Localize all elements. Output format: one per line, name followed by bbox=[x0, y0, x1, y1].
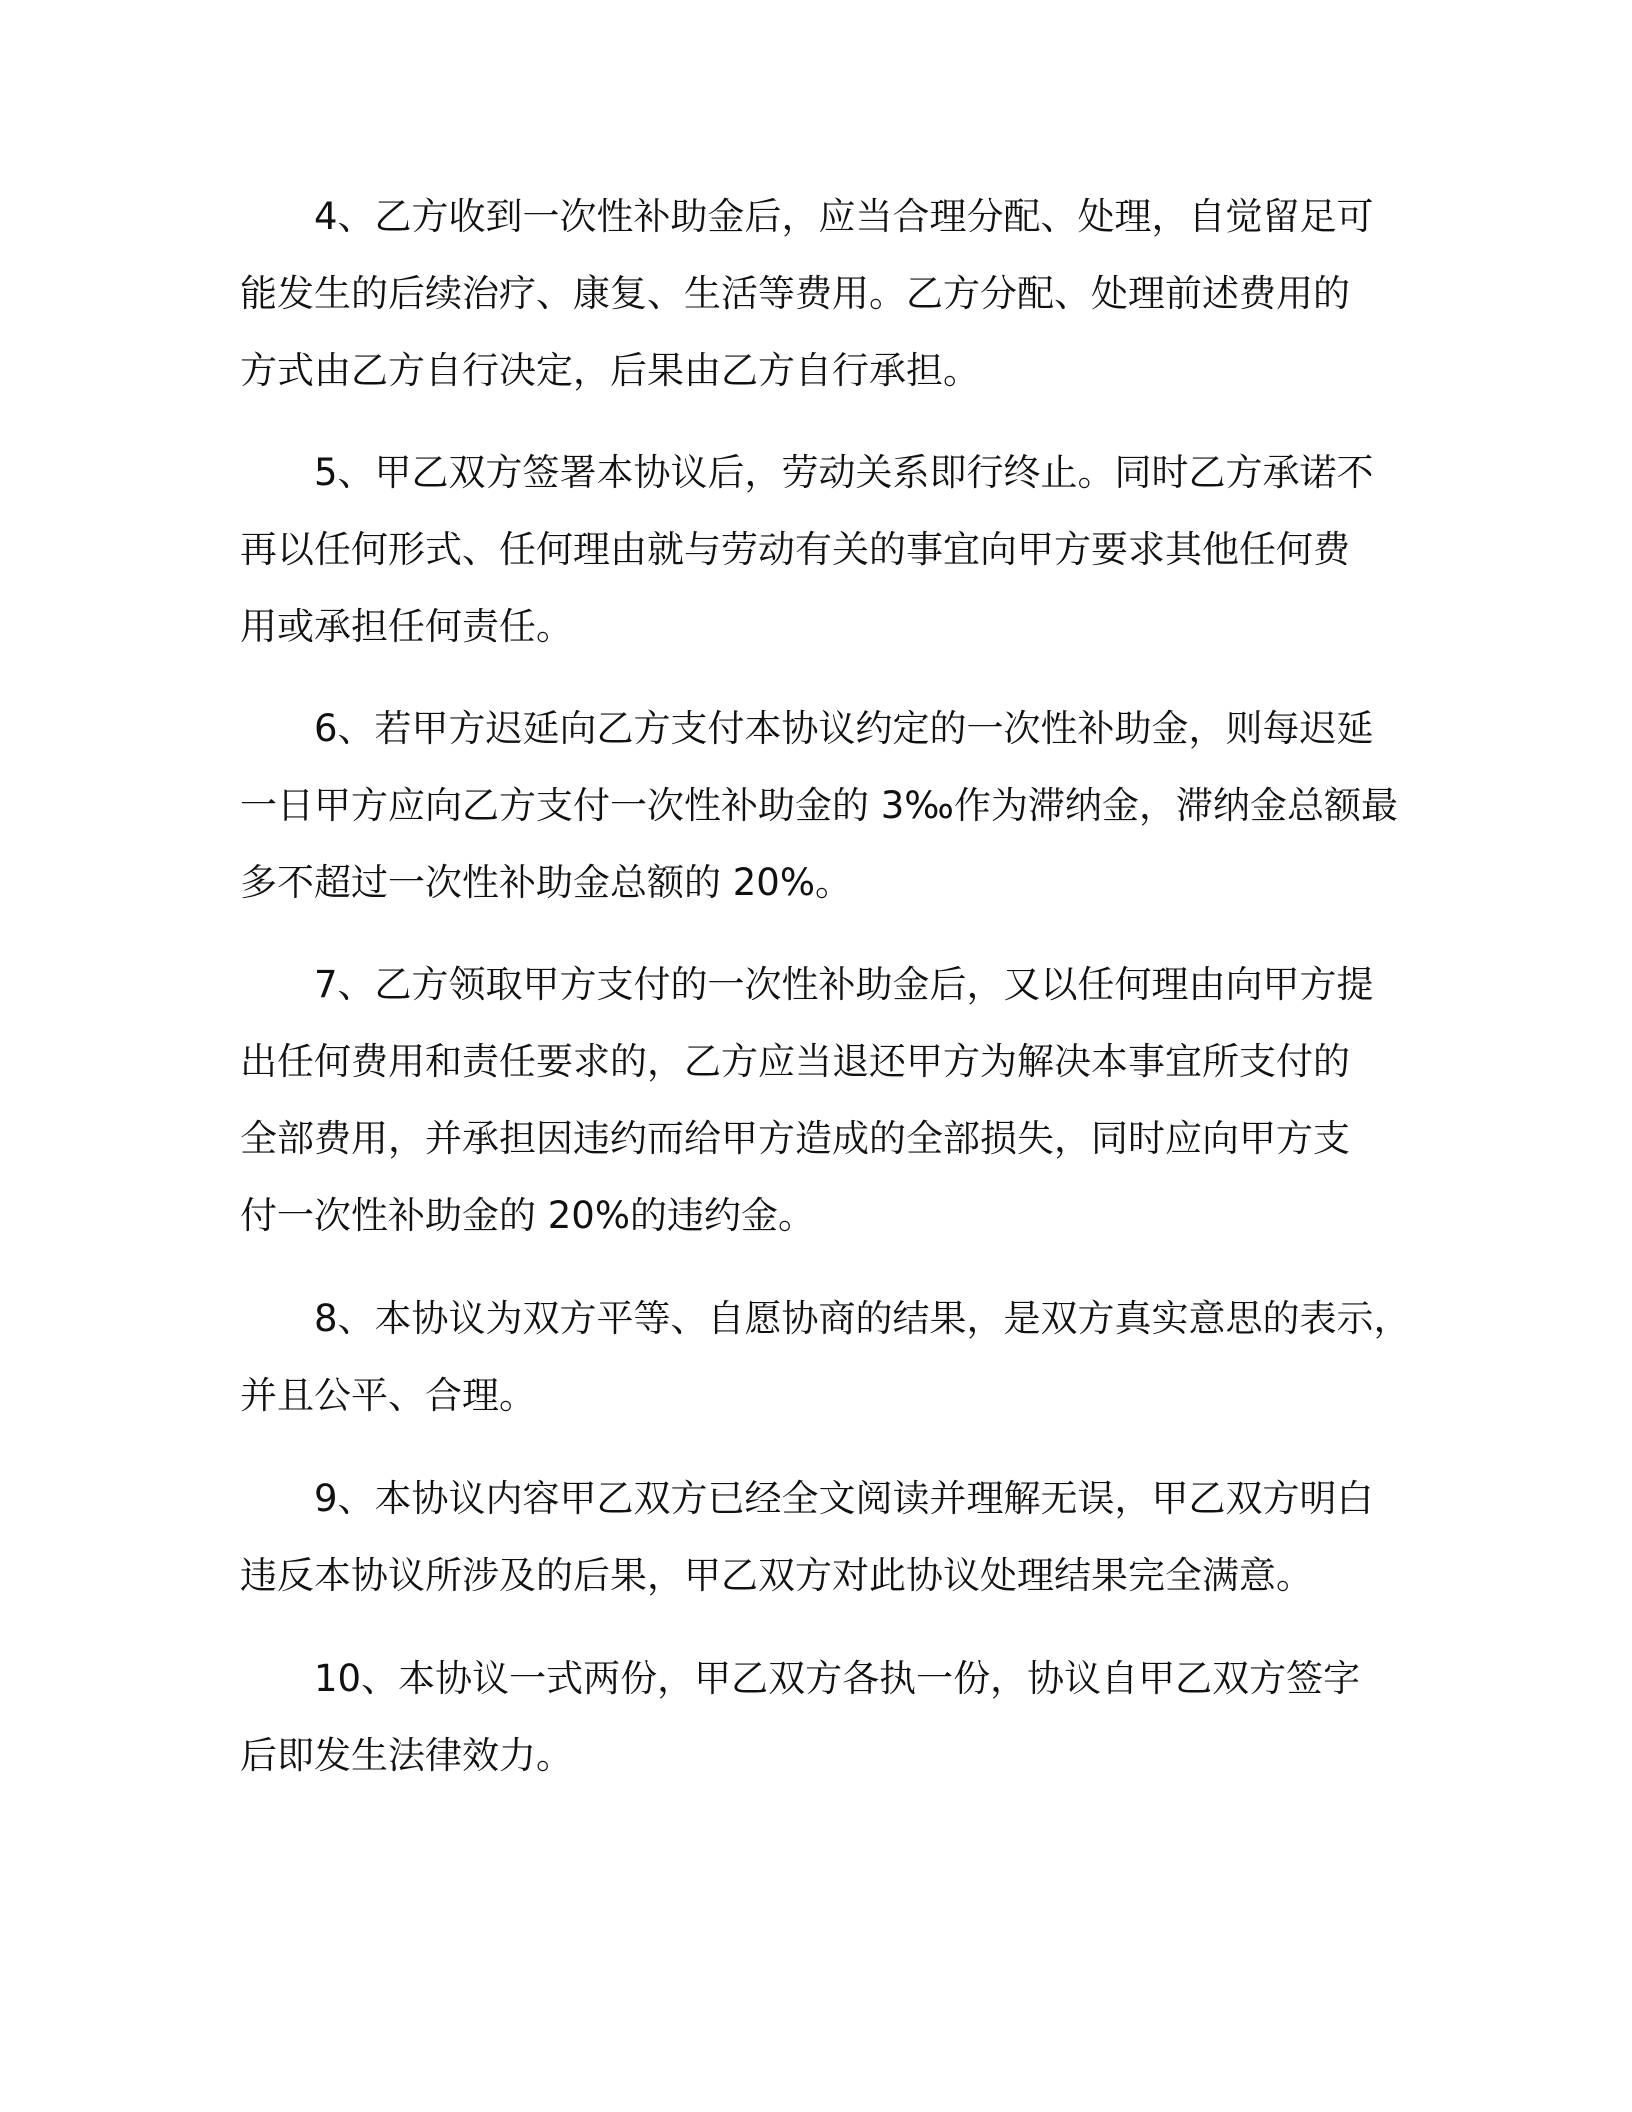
clause-6 bbox=[240, 690, 1400, 921]
clause-4 bbox=[240, 178, 1400, 409]
text-line: 5、甲乙双方签署本协议后，劳动关系即行终止。同时乙方承诺不 bbox=[314, 451, 1374, 494]
clause-7 bbox=[240, 946, 1400, 1254]
text-line: 违反本协议所涉及的后果，甲乙双方对此协议处理结果完全满意。 bbox=[240, 1554, 1313, 1597]
clause-5 bbox=[240, 434, 1400, 665]
clause-10 bbox=[240, 1640, 1400, 1794]
text-line: 6、若甲方迟延向乙方支付本协议约定的一次性补助金，则每迟延 bbox=[314, 707, 1374, 750]
text-line: 付一次性补助金的 20%的违约金。 bbox=[240, 1194, 815, 1237]
text-line: 一日甲方应向乙方支付一次性补助金的 3‰作为滞纳金，滞纳金总额最 bbox=[240, 784, 1398, 827]
clause-9 bbox=[240, 1460, 1400, 1614]
clause-8 bbox=[240, 1280, 1411, 1434]
text-line: 后即发生法律效力。 bbox=[240, 1734, 573, 1777]
text-line: 10、本协议一式两份，甲乙双方各执一份，协议自甲乙双方签字 bbox=[314, 1657, 1361, 1700]
text-line: 多不超过一次性补助金总额的 20%。 bbox=[240, 861, 852, 904]
text-line: 4、乙方收到一次性补助金后，应当合理分配、处理，自觉留足可 bbox=[314, 195, 1374, 238]
text-line: 方式由乙方自行决定，后果由乙方自行承担。 bbox=[240, 349, 980, 392]
text-line: 用或承担任何责任。 bbox=[240, 605, 573, 648]
text-line: 7、乙方领取甲方支付的一次性补助金后，又以任何理由向甲方提 bbox=[314, 963, 1374, 1006]
text-line: 并且公平、合理。 bbox=[240, 1374, 536, 1417]
text-line: 再以任何形式、任何理由就与劳动有关的事宜向甲方要求其他任何费 bbox=[240, 528, 1350, 571]
text-line: 全部费用，并承担因违约而给甲方造成的全部损失，同时应向甲方支 bbox=[240, 1117, 1350, 1160]
text-line: 8、本协议为双方平等、自愿协商的结果，是双方真实意思的表示， bbox=[314, 1297, 1411, 1340]
text-line: 9、本协议内容甲乙双方已经全文阅读并理解无误，甲乙双方明白 bbox=[314, 1477, 1374, 1520]
text-line: 能发生的后续治疗、康复、生活等费用。乙方分配、处理前述费用的 bbox=[240, 272, 1350, 315]
text-line: 出任何费用和责任要求的，乙方应当退还甲方为解决本事宜所支付的 bbox=[240, 1040, 1350, 1083]
